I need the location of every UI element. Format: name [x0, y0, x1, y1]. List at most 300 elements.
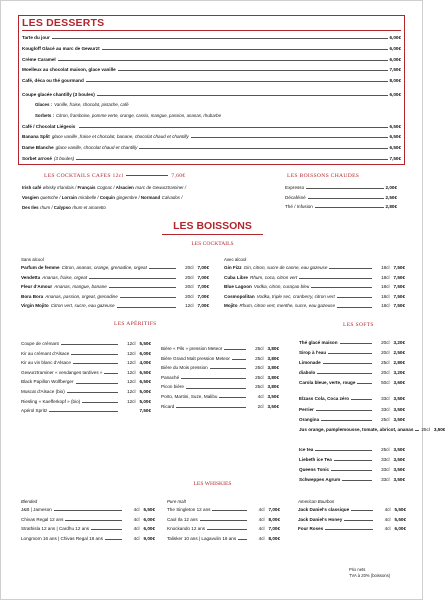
- desserts-title: LES DESSERTS: [22, 17, 105, 29]
- soft-price: 3,50€: [393, 417, 405, 422]
- hot-drink-leader: [306, 188, 383, 189]
- dessert-price: 6,00€: [389, 92, 401, 97]
- aperitif-leader: [104, 373, 117, 374]
- beer-aperitif-name: Bière Grand Malt pression Meteor: [161, 355, 230, 361]
- soft-volume: 33cl: [381, 407, 390, 412]
- cafe-cocktail-desc: mirabelle /: [78, 195, 100, 200]
- aperitif-price: 6,50€: [139, 369, 151, 375]
- soft-leader: [357, 383, 371, 384]
- soft-price: 2,50€: [393, 350, 405, 355]
- bourbon-leader: [351, 510, 372, 511]
- aperitif-name: Apérol Spritz: [21, 408, 48, 414]
- cafe-cocktail-desc: rhum et amaretto: [72, 205, 106, 210]
- boissons-title: LES BOISSONS: [173, 220, 252, 232]
- cocktail-leader: [329, 268, 371, 269]
- american-bourbon-label: American Bourbon: [298, 499, 335, 504]
- malt-whisky-name: Caol Ila 12 ans: [167, 516, 198, 522]
- dessert-name: Tarte du jour: [22, 35, 50, 40]
- beer-aperitif-row: [161, 356, 279, 361]
- dessert-extra-row: [22, 124, 401, 129]
- cocktail-desc: Rhum, citron vert, menthe, sucre, eau gazeuse: [239, 303, 336, 309]
- glaces-line: [35, 102, 129, 107]
- aperitif-price: 7,50€: [139, 408, 151, 414]
- beer-aperitif-leader: [176, 407, 245, 408]
- beer-aperitif-leader: [219, 397, 245, 398]
- mocktail-volume: 20cl: [185, 284, 194, 290]
- dessert-extra-desc: (3 boules): [53, 156, 75, 161]
- blended-whisky-row: [21, 507, 155, 512]
- malt-whisky-volume: 4cl: [258, 507, 265, 512]
- dessert-extra-row: [22, 145, 401, 150]
- soft-name: Elzass Cola, Coca zéro: [299, 396, 350, 401]
- cocktail-row: [224, 303, 405, 308]
- hot-drink-leader: [308, 198, 384, 199]
- soft-volume: 20cl: [381, 350, 390, 355]
- bourbon-volume: 4cl: [384, 516, 391, 522]
- soft-volume: 33cl: [381, 396, 390, 401]
- aperitif-row: [21, 399, 151, 404]
- dessert-row: [22, 67, 401, 72]
- mocktail-volume: 20cl: [185, 293, 194, 299]
- mocktail-price: 7,00€: [197, 303, 209, 309]
- soft-row: [299, 396, 405, 401]
- cafe-cocktail-desc: whisky Irlandais /: [42, 185, 78, 190]
- beer-aperitif-volume: 2cl: [257, 403, 264, 409]
- dessert-extra-desc: glace vanille ,fraise et chocolat, banane, chocolat chaud et chantilly: [51, 134, 189, 139]
- malt-whisky-volume: 4cl: [258, 526, 265, 532]
- hot-drink-row: [285, 185, 397, 190]
- soft-price: 3,50€: [393, 467, 405, 472]
- mocktail-desc: Ananas, passion, orgeat, grenadine: [45, 293, 118, 299]
- mocktail-desc: Ananas, mangue, banane: [54, 284, 107, 290]
- dessert-name: Kougloff Glacé au marc de Gewurzt: [22, 46, 100, 51]
- dessert-price: 7,50€: [389, 67, 401, 72]
- sans-alcool-label: Sans alcool: [21, 257, 44, 262]
- dessert-extra-leader: [139, 148, 387, 149]
- aperitif-leader: [67, 392, 118, 393]
- malt-whisky-name: The Singleton 12 ans: [167, 507, 211, 512]
- cocktail-desc: Vodka, triple sec, cranberry, citron vert: [256, 293, 335, 299]
- aperitif-name: Gewurztraminer « vendanges tardives »: [21, 369, 103, 375]
- dessert-extra-name: Dame Blanche: [22, 145, 54, 150]
- aperitif-row: [21, 389, 151, 394]
- soft-leader: [415, 430, 419, 431]
- mocktail-desc: Citron, ananas, orange, grenadine, orgeat: [61, 265, 147, 270]
- bourbon-price: 6,00€: [394, 526, 406, 532]
- soft-leader: [321, 420, 371, 421]
- aperitif-name: Kir au vin blanc d'Alsace: [21, 360, 71, 366]
- malt-whisky-row: [167, 526, 280, 531]
- cocktail-row: [224, 275, 405, 280]
- blended-whisky-price: 5,50€: [143, 507, 155, 512]
- cafe-cocktail-desc: gingembre /: [116, 195, 141, 200]
- dessert-price: 8,00€: [389, 78, 401, 83]
- soft-name: Perrier: [299, 407, 314, 412]
- soft-price: 3,50€: [393, 396, 405, 401]
- aperitif-price: 5,00€: [139, 398, 151, 404]
- mocktail-row: [21, 284, 209, 289]
- aperitif-leader: [71, 354, 117, 355]
- soft-leader: [317, 373, 371, 374]
- cafe-cocktail-desc: Calvados /: [161, 195, 183, 200]
- soft-name: Sirop à l'eau: [299, 350, 327, 355]
- dessert-extra-leader: [191, 137, 388, 138]
- footer-prix-nets: Prix nets: [349, 567, 366, 572]
- aperitif-volume: 12cl: [127, 398, 136, 404]
- cocktail-price: 7,50€: [393, 274, 405, 280]
- soft-name: Queens Tonic: [299, 467, 330, 472]
- glaces-label: Glaces :: [35, 102, 53, 107]
- hot-drink-price: 2,50€: [385, 194, 397, 200]
- beer-aperitif-price: 3,80€: [267, 355, 279, 361]
- blended-whisky-leader: [91, 529, 121, 530]
- beer-aperitif-price: 3,80€: [267, 384, 279, 390]
- aperitif-leader: [73, 363, 118, 364]
- aperitif-leader: [61, 344, 118, 345]
- beer-aperitif-price: 3,50€: [267, 403, 279, 409]
- mocktail-price: 7,00€: [197, 284, 209, 290]
- cocktail-price: 7,50€: [393, 293, 405, 299]
- malt-whisky-name: Knockando 12 ans: [167, 526, 206, 532]
- cafe-cocktail-name: Des Iles: [22, 205, 39, 210]
- malt-whisky-name: Talisker 10 ans | Lagavulin 16 ans: [167, 535, 237, 541]
- footer-tva: TVA à 20% (boissons): [349, 573, 391, 578]
- soft-row: [299, 340, 405, 345]
- dessert-leader: [102, 49, 388, 50]
- soft-leader: [340, 343, 372, 344]
- beer-aperitif-leader: [186, 388, 246, 389]
- dessert-leader: [86, 81, 388, 82]
- hot-drink-leader: [315, 207, 384, 208]
- soft-volume: 33cl: [381, 457, 390, 462]
- beer-aperitif-price: 3,80€: [267, 365, 279, 371]
- cocktail-leader: [337, 297, 372, 298]
- aperitif-row: [21, 341, 151, 346]
- dessert-row: [22, 46, 401, 51]
- soft-row: [299, 427, 445, 432]
- dessert-name: Moelleux au chocolat maison, glace vanille: [22, 67, 116, 72]
- soft-row: [299, 350, 405, 355]
- soft-leader: [351, 399, 371, 400]
- bourbon-volume: 4cl: [384, 507, 391, 512]
- soft-volume: 25cl: [381, 360, 390, 365]
- cocktails-cafes-heading: LES COCKTAILS CAFES 12cl 7,60€: [44, 173, 186, 179]
- hot-drink-name: Thé / Infusion: [285, 204, 313, 209]
- soft-name: Schweppes Agrum: [299, 477, 341, 482]
- soft-price: 3,60€: [393, 380, 405, 385]
- mocktail-row: [21, 275, 209, 280]
- cafe-cocktail-name: Lorrain: [61, 195, 77, 200]
- soft-name: Orangina: [299, 417, 320, 422]
- hot-drink-price: 2,80€: [385, 204, 397, 209]
- bourbon-leader: [325, 529, 372, 530]
- pure-malt-label: Pure malt: [167, 499, 186, 504]
- aperitif-volume: 12cl: [127, 389, 136, 394]
- blended-whisky-price: 9,00€: [143, 535, 155, 541]
- mocktail-price: 7,00€: [197, 274, 209, 280]
- beer-aperitif-row: [161, 404, 279, 409]
- hot-drink-row: [285, 195, 397, 200]
- bourbon-name: Jack Daniel's classique: [298, 507, 350, 512]
- sorbets-line: [35, 113, 221, 118]
- dessert-extra-price: 6,50€: [389, 145, 401, 150]
- soft-leader: [323, 363, 372, 364]
- mocktail-leader: [117, 307, 176, 308]
- mocktail-row: [21, 303, 209, 308]
- soft-leader: [315, 450, 371, 451]
- soft-price: 3,20€: [393, 370, 405, 375]
- aperitif-name: Black Papillon Wolfberger: [21, 379, 74, 385]
- soft-volume: 20cl: [381, 370, 390, 375]
- aperitif-leader: [76, 383, 118, 384]
- cocktail-name: Mojito: [224, 303, 238, 309]
- soft-leader: [331, 470, 371, 471]
- boissons-chaudes-heading: LES BOISSONS CHAUDES: [287, 173, 360, 179]
- cocktail-price: 7,50€: [393, 303, 405, 309]
- bourbon-row: [298, 507, 406, 512]
- dessert-extra-leader: [79, 127, 387, 128]
- soft-volume: 33cl: [381, 467, 390, 472]
- aperitif-volume: 12cl: [127, 360, 136, 366]
- cocktail-volume: 18cl: [381, 284, 390, 290]
- sorbets-text: Citron, framboise, pomme verte, orange, cassis, mangue, passion, ananas, rhubarbe: [56, 113, 222, 118]
- blended-whisky-leader: [54, 510, 122, 511]
- soft-row: [299, 457, 405, 462]
- aperitif-row: [21, 408, 151, 413]
- malt-whisky-leader: [238, 539, 246, 540]
- bourbon-row: [298, 517, 406, 522]
- beer-aperitif-volume: 25cl: [255, 346, 264, 351]
- soft-name: diabolo: [299, 370, 316, 375]
- aperitif-row: [21, 370, 151, 375]
- bourbon-row: [298, 526, 406, 531]
- beer-aperitif-row: [161, 365, 279, 370]
- soft-volume: 25cl: [381, 417, 390, 422]
- dessert-leader: [58, 60, 388, 61]
- desserts-title-rule: [22, 30, 401, 31]
- softs-heading: LES SOFTS: [343, 322, 374, 328]
- beer-aperitif-leader: [181, 378, 245, 379]
- beer-aperitif-name: Panaché: [161, 374, 180, 380]
- dessert-extra-price: 6,50€: [389, 124, 401, 129]
- cafe-cocktail-name: Irish café: [22, 185, 42, 190]
- soft-price: 2,80€: [393, 360, 405, 365]
- soft-volume: 33cl: [381, 477, 390, 482]
- cafe-cocktail-name: Alsacien: [115, 185, 134, 190]
- aperitif-leader: [49, 411, 117, 412]
- soft-row: [299, 407, 405, 412]
- bourbon-price: 5,50€: [394, 516, 406, 522]
- mocktail-name: Vendetta: [21, 274, 41, 280]
- bourbon-price: 5,50€: [394, 507, 406, 512]
- soft-row: [299, 370, 405, 375]
- aperitif-volume: 12cl: [127, 350, 136, 356]
- whiskies-heading: LES WHISKIES: [193, 481, 232, 487]
- malt-whisky-row: [167, 536, 280, 541]
- beer-aperitif-volume: 25cl: [255, 355, 264, 361]
- blended-whisky-row: [21, 536, 155, 541]
- aperitif-volume: 12cl: [127, 379, 136, 385]
- soft-price: 3,50€: [393, 447, 405, 452]
- blended-whisky-leader: [65, 520, 121, 521]
- soft-leader: [328, 353, 371, 354]
- cafe-cocktail-line: [22, 185, 186, 190]
- hot-drink-price: 2,00€: [385, 185, 397, 190]
- soft-price: 3,50€: [393, 457, 405, 462]
- sorbets-label: Sorbets :: [35, 113, 55, 118]
- mocktail-desc: Ananas, fraise, orgeat: [42, 274, 88, 280]
- soft-volume: 25cl: [421, 427, 430, 432]
- soft-volume: 20cl: [381, 340, 390, 345]
- beer-aperitif-price: 3,80€: [267, 374, 279, 380]
- mocktail-volume: 20cl: [185, 265, 194, 270]
- malt-whisky-price: 8,00€: [268, 516, 280, 522]
- beer-aperitif-name: Porto, Martini, Suze, Malibu: [161, 394, 218, 399]
- blended-whisky-leader: [105, 539, 122, 540]
- dessert-extra-price: 6,50€: [389, 134, 401, 139]
- dessert-leader: [52, 38, 388, 39]
- dessert-price: 6,00€: [389, 57, 401, 62]
- blended-whisky-name: Chivas Regal 12 ans: [21, 516, 64, 522]
- cocktails-heading: LES COCKTAILS: [191, 241, 234, 247]
- malt-whisky-row: [167, 517, 280, 522]
- mocktail-row: [21, 265, 209, 270]
- cafe-cocktail-desc: rhum /: [40, 205, 54, 210]
- mocktail-name: Parfum de femme: [21, 265, 60, 270]
- soft-name: Liebeth ice Tea: [299, 457, 332, 462]
- dessert-extra-price: 7,50€: [389, 156, 401, 161]
- malt-whisky-price: 7,00€: [268, 507, 280, 512]
- soft-row: [299, 467, 405, 472]
- aperitif-price: 5,00€: [139, 389, 151, 394]
- cafe-cocktail-name: Calypso: [53, 205, 71, 210]
- mocktail-desc: Citron vert, sucre, eau gazeuse: [50, 303, 115, 309]
- blended-whisky-name: Strathisla 12 ans | Cardhu 12 ans: [21, 526, 90, 532]
- beer-aperitif-row: [161, 394, 279, 399]
- aperitif-row: [21, 351, 151, 356]
- blended-whisky-volume: 4cl: [133, 535, 140, 541]
- bourbon-leader: [344, 520, 372, 521]
- mocktail-volume: 20cl: [185, 274, 194, 280]
- malt-whisky-volume: 4cl: [258, 516, 265, 522]
- avec-alcool-label: Avec alcool: [224, 257, 247, 262]
- beer-aperitif-volume: 25cl: [255, 365, 264, 371]
- dessert-leader: [97, 95, 388, 96]
- bourbon-name: Jack Daniel's Honey: [298, 516, 343, 522]
- beer-aperitif-leader: [210, 368, 246, 369]
- beer-aperitif-row: [161, 384, 279, 389]
- dessert-row: [22, 35, 401, 40]
- cafe-cocktail-name: Vosgien: [22, 195, 39, 200]
- beer-aperitif-volume: 25cl: [255, 374, 264, 380]
- cafe-cocktail-name: Coquin: [99, 195, 115, 200]
- soft-row: [299, 360, 405, 365]
- cocktail-price: 7,50€: [393, 284, 405, 290]
- hot-drink-row: [285, 204, 397, 209]
- aperitif-price: 5,50€: [139, 341, 151, 346]
- cocktail-desc: Gin, citron, sucre de canne, eau gazeuse: [243, 265, 328, 270]
- hot-drink-name: Expresso: [285, 185, 305, 190]
- aperitif-row: [21, 360, 151, 365]
- dessert-price: 6,00€: [389, 46, 401, 51]
- beer-aperitif-price: 3,50€: [267, 394, 279, 399]
- mocktail-leader: [149, 268, 176, 269]
- mocktail-name: Bora Bora: [21, 293, 44, 299]
- boissons-title-rule: [162, 234, 263, 235]
- dessert-name: Crème Caramel: [22, 57, 56, 62]
- soft-row: [299, 417, 405, 422]
- malt-whisky-row: [167, 507, 280, 512]
- dessert-extra-name: Café / Chocolat Liégeois: [22, 124, 76, 129]
- cocktail-name: Cosmopolitan: [224, 293, 255, 299]
- aperitif-name: Muscat d'Alsace (bio): [21, 389, 65, 394]
- cocktail-leader: [337, 307, 371, 308]
- soft-price: 3,50€: [393, 407, 405, 412]
- cocktail-volume: 18cl: [381, 303, 390, 309]
- mocktail-name: Virgin Mojito: [21, 303, 49, 309]
- soft-price: 3,20€: [393, 340, 405, 345]
- aperitif-name: Coupe de crémant: [21, 341, 59, 346]
- soft-name: Ice tea: [299, 447, 314, 452]
- dessert-extra-name: Sorbet arrosé: [22, 156, 52, 161]
- price-footer: [349, 567, 390, 579]
- cocktail-name: Cuba Libre: [224, 274, 248, 280]
- beer-aperitif-price: 3,80€: [267, 346, 279, 351]
- soft-name: Thé glacé maison: [299, 340, 338, 345]
- beer-aperitif-name: Bière « Pils » pression Meteor: [161, 346, 223, 351]
- blended-whisky-volume: 4cl: [133, 526, 140, 532]
- cafe-cocktail-desc: marc de Gewurztraminer /: [135, 185, 187, 190]
- cafe-cocktail-name: Français: [77, 185, 96, 190]
- dessert-row: [22, 92, 401, 97]
- mocktail-volume: 12cl: [185, 303, 194, 309]
- bourbon-name: Four Roses: [298, 526, 324, 532]
- mocktail-name: Fleur d'Amour: [21, 284, 53, 290]
- mocktail-price: 7,00€: [197, 265, 209, 270]
- dessert-price: 6,00€: [389, 35, 401, 40]
- soft-name: Jus orange, pamplemousse, tomate, abricot, ananas: [299, 427, 414, 432]
- blended-whisky-name: Longmorn 16 ans | Chivas Regal 18 ans: [21, 535, 103, 541]
- blended-whisky-row: [21, 526, 155, 531]
- beer-aperitif-leader: [232, 359, 246, 360]
- cafe-cocktail-name: Normand: [140, 195, 161, 200]
- soft-leader: [316, 410, 372, 411]
- dessert-name: Café, déca ou thé gourmand: [22, 78, 84, 83]
- soft-price: 3,50€: [433, 427, 445, 432]
- dessert-name: Coupe glacée chantilly (3 boules): [22, 92, 95, 97]
- hot-drink-name: Décaféiné: [285, 194, 306, 200]
- soft-volume: 25cl: [381, 447, 390, 452]
- cafe-cocktail-line: [22, 195, 182, 200]
- soft-name: Carola bleue, verte, rouge: [299, 380, 356, 385]
- aperitif-row: [21, 379, 151, 384]
- blended-whisky-volume: 4cl: [133, 516, 140, 522]
- blended-whisky-price: 6,00€: [143, 526, 155, 532]
- cocktail-leader: [299, 278, 371, 279]
- aperitif-name: Riesling « Kaefferkopf » (bio): [21, 398, 81, 404]
- cafe-cocktail-desc: Cognac /: [97, 185, 116, 190]
- mocktail-row: [21, 294, 209, 299]
- aperitif-volume: 12cl: [127, 341, 136, 346]
- dessert-extra-desc: glace vanille, chocolat chaud et chantilly: [55, 145, 138, 150]
- soft-volume: 50cl: [381, 380, 390, 385]
- beer-aperitif-row: [161, 375, 279, 380]
- soft-row: [299, 447, 405, 452]
- beer-aperitif-leader: [224, 349, 245, 350]
- cocktail-leader: [311, 287, 371, 288]
- cocktail-name: Blue Lagoon: [224, 284, 252, 290]
- soft-row: [299, 380, 405, 385]
